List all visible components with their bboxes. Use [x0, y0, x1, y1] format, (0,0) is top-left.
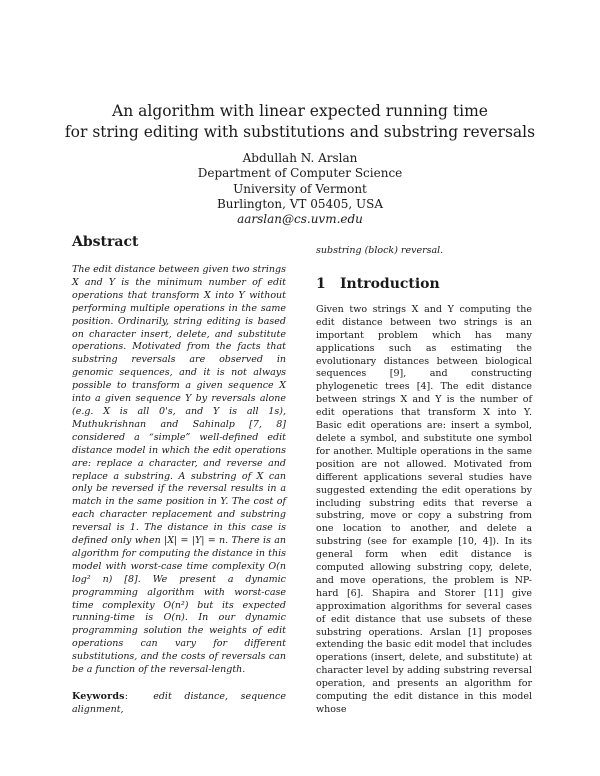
title-line-2: for string editing with substitutions and substring reversals — [64, 123, 536, 141]
title-line-1: An algorithm with linear expected running time — [112, 102, 488, 120]
left-column — [72, 234, 286, 717]
author-email: aarslan@cs.uvm.edu — [237, 212, 363, 227]
keywords-continuation: substring (block) reversal. — [316, 245, 444, 256]
section-heading-introduction — [316, 276, 532, 292]
author-location: Burlington, VT 05405, USA — [216, 196, 384, 211]
keywords: Keywords: edit distance, sequence alignment, — [72, 691, 286, 715]
keywords-value: edit distance, sequence alignment, — [72, 691, 286, 715]
section-number: 1 — [316, 275, 326, 292]
author-name: Abdullah N. Arslan — [242, 151, 358, 165]
author-university: University of Vermont — [233, 181, 367, 196]
introduction-text: Given two strings X and Y computing the edit distance between two strings is an important problem which has many applications such as estimating the evolutionary distances between biological sequences [9], and constructing phylogenetic trees [4]. The edit distance between strings X and Y is the number of edit operations that transform X into Y. Basic edit operations are: insert a symbol, delete a symbol, and substitute one symbol for another. Multiple operations in the same position are not allowed. Motivated from different applications several studies have suggested extending the edit operations by including substring edits that reverse a substring, move or copy a substring from one location to another, and delete a substring (see for example [10, 4]). In its general form when edit distance is computed allowing substring copy, delete, and move operations, the problem is NP-hard [6]. Shapira and Storer [11] give approximation algorithms for several cases of edit distance that use subsets of these substring operations. Arslan [1] proposes extending the basic edit model that includes operations (insert, delete, and substitute) at character level by adding substring reversal operation, and presents an algorithm for computing the edit distance in this model whose — [316, 303, 532, 715]
author-block — [150, 151, 450, 227]
abstract-text: The edit distance between given two strings X and Y is the minimum number of edit operations that transform X into Y without performing multiple operations in the same position. Ordinarily, string editing is based on character insert, delete, and substitute operations. Motivated from the facts that substring reversals are observed in genomic sequences, and it is not always possible to transform a given sequence X into a given sequence Y by reversals alone (e.g. X is all 0's, and Y is all 1s), Muthukrishnan and Sahinalp [7, 8] considered a “simple” well-defined edit distance model in which the edit operations are: replace a character, and reverse and replace a substring. A substring of X can only be reversed if the reversal results in a match in the same position in Y. The cost of each character replacement and substring reversal is 1. The distance in this case is defined only when |X| = |Y| = n. There is an algorithm for computing the distance in this model with worst-case time complexity O(n log² n) [8]. We present a dynamic programming algorithm with worst-case time complexity O(n²) but its expected running-time is O(n). In our dynamic programming solution the weights of edit operations can vary for different substitutions, and the costs of reversals can be a function of the reversal-length. — [72, 264, 286, 676]
keywords-label: Keywords — [72, 691, 125, 702]
paper-title — [60, 101, 540, 143]
section-title: Introduction — [340, 275, 440, 292]
abstract-heading: Abstract — [72, 234, 139, 250]
author-department: Department of Computer Science — [197, 166, 403, 181]
right-column — [316, 234, 532, 717]
